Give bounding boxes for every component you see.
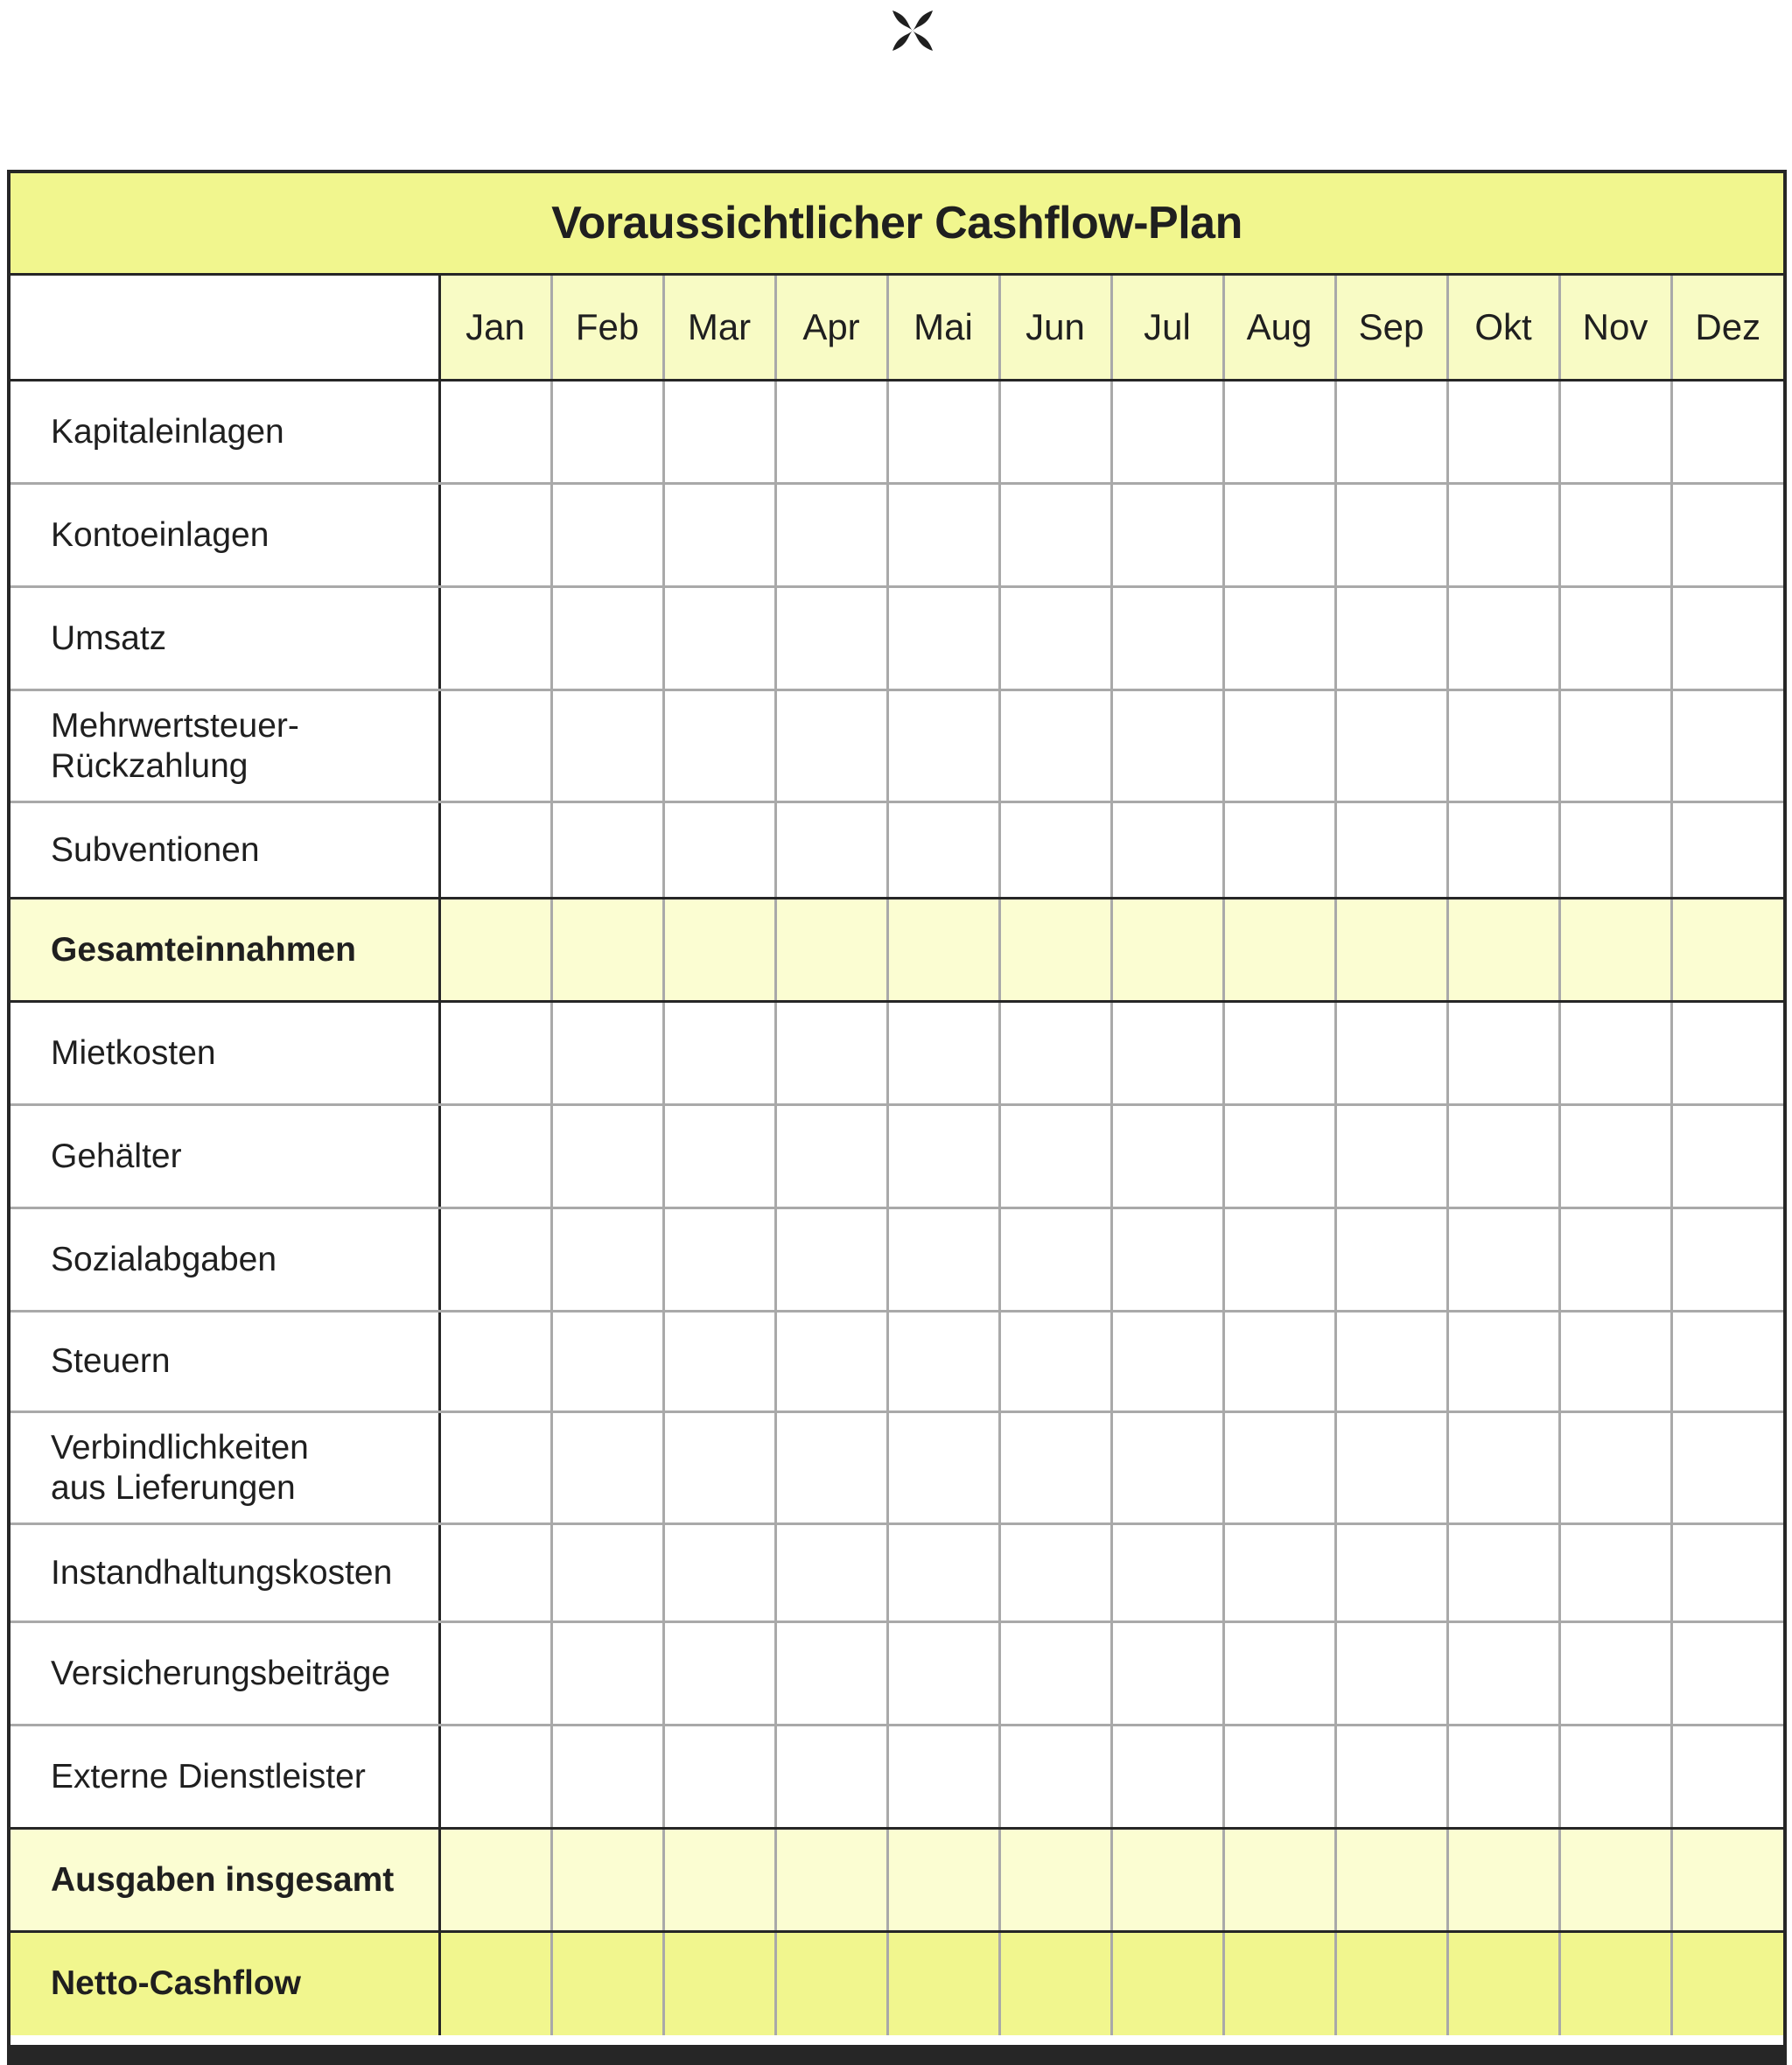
- value-cell[interactable]: [551, 899, 663, 1002]
- value-cell[interactable]: [1447, 1105, 1559, 1208]
- value-cell[interactable]: [1111, 1412, 1223, 1524]
- value-cell[interactable]: [999, 381, 1111, 484]
- value-cell[interactable]: [1335, 484, 1447, 587]
- value-cell[interactable]: [1335, 899, 1447, 1002]
- value-cell[interactable]: [1447, 1412, 1559, 1524]
- value-cell[interactable]: [887, 802, 999, 899]
- table-title: Voraussichtlicher Cashflow-Plan: [10, 173, 1783, 275]
- value-cell[interactable]: [1559, 1726, 1671, 1829]
- value-cell[interactable]: [1671, 1932, 1783, 2035]
- value-cell[interactable]: [1447, 899, 1559, 1002]
- value-cell[interactable]: [663, 1002, 775, 1105]
- value-cell[interactable]: [551, 1524, 663, 1622]
- row-label: Gesamteinnahmen: [10, 899, 439, 1002]
- value-cell[interactable]: [999, 1524, 1111, 1622]
- table-row: [10, 1412, 1783, 1524]
- value-cell[interactable]: [775, 690, 887, 802]
- value-cell[interactable]: [439, 1412, 551, 1524]
- value-cell[interactable]: [1671, 484, 1783, 587]
- value-cell[interactable]: [1559, 1208, 1671, 1312]
- table-row: [10, 1932, 1783, 2035]
- value-cell[interactable]: [439, 381, 551, 484]
- value-cell[interactable]: [1447, 1829, 1559, 1932]
- value-cell[interactable]: [775, 484, 887, 587]
- row-label: Versicherungsbeiträge: [10, 1622, 439, 1726]
- value-cell[interactable]: [1111, 484, 1223, 587]
- value-cell[interactable]: [1671, 1105, 1783, 1208]
- value-cell[interactable]: [551, 1726, 663, 1829]
- value-cell[interactable]: [1559, 1622, 1671, 1726]
- value-cell[interactable]: [1111, 1105, 1223, 1208]
- value-cell[interactable]: [1447, 587, 1559, 690]
- table-row: [10, 1524, 1783, 1622]
- value-cell[interactable]: [1447, 484, 1559, 587]
- month-header-feb: Feb: [551, 275, 663, 381]
- value-cell[interactable]: [1111, 1002, 1223, 1105]
- value-cell[interactable]: [1111, 802, 1223, 899]
- value-cell[interactable]: [887, 587, 999, 690]
- value-cell[interactable]: [999, 1312, 1111, 1412]
- value-cell[interactable]: [1559, 1002, 1671, 1105]
- value-cell[interactable]: [1335, 1412, 1447, 1524]
- value-cell[interactable]: [439, 802, 551, 899]
- row-label: Netto-Cashflow: [10, 1932, 439, 2035]
- month-header-okt: Okt: [1447, 275, 1559, 381]
- value-cell[interactable]: [1447, 1524, 1559, 1622]
- value-cell[interactable]: [1223, 1726, 1335, 1829]
- value-cell[interactable]: [1447, 1208, 1559, 1312]
- table-row: [10, 1208, 1783, 1312]
- value-cell[interactable]: [1559, 1932, 1671, 2035]
- value-cell[interactable]: [1671, 1726, 1783, 1829]
- value-cell[interactable]: [439, 1208, 551, 1312]
- row-label: Gehälter: [10, 1105, 439, 1208]
- value-cell[interactable]: [1111, 1208, 1223, 1312]
- value-cell[interactable]: [1223, 1524, 1335, 1622]
- value-cell[interactable]: [999, 1208, 1111, 1312]
- value-cell[interactable]: [1671, 1208, 1783, 1312]
- value-cell[interactable]: [1223, 899, 1335, 1002]
- value-cell[interactable]: [1223, 1622, 1335, 1726]
- table-row: [10, 1105, 1783, 1208]
- value-cell[interactable]: [887, 1622, 999, 1726]
- value-cell[interactable]: [439, 1524, 551, 1622]
- value-cell[interactable]: [551, 1412, 663, 1524]
- value-cell[interactable]: [439, 1002, 551, 1105]
- value-cell[interactable]: [439, 1829, 551, 1932]
- value-cell[interactable]: [1559, 1829, 1671, 1932]
- value-cell[interactable]: [1111, 587, 1223, 690]
- value-cell[interactable]: [551, 1829, 663, 1932]
- value-cell[interactable]: [439, 690, 551, 802]
- row-label: Verbindlichkeiten aus Lieferungen: [10, 1412, 439, 1524]
- value-cell[interactable]: [439, 899, 551, 1002]
- value-cell[interactable]: [551, 381, 663, 484]
- value-cell[interactable]: [775, 1208, 887, 1312]
- value-cell[interactable]: [1559, 899, 1671, 1002]
- value-cell[interactable]: [663, 899, 775, 1002]
- value-cell[interactable]: [1671, 1829, 1783, 1932]
- value-cell[interactable]: [1559, 1105, 1671, 1208]
- value-cell[interactable]: [1223, 690, 1335, 802]
- value-cell[interactable]: [1335, 1002, 1447, 1105]
- month-header-mai: Mai: [887, 275, 999, 381]
- value-cell[interactable]: [663, 1524, 775, 1622]
- value-cell[interactable]: [1223, 587, 1335, 690]
- value-cell[interactable]: [1559, 381, 1671, 484]
- value-cell[interactable]: [999, 1932, 1111, 2035]
- row-label: Mehrwertsteuer- Rückzahlung: [10, 690, 439, 802]
- value-cell[interactable]: [775, 802, 887, 899]
- value-cell[interactable]: [775, 587, 887, 690]
- table-row: [10, 587, 1783, 690]
- value-cell[interactable]: [1335, 1105, 1447, 1208]
- value-cell[interactable]: [775, 1726, 887, 1829]
- value-cell[interactable]: [1335, 802, 1447, 899]
- value-cell[interactable]: [1335, 1524, 1447, 1622]
- value-cell[interactable]: [439, 1312, 551, 1412]
- value-cell[interactable]: [775, 1524, 887, 1622]
- value-cell[interactable]: [775, 1002, 887, 1105]
- row-label: Kontoeinlagen: [10, 484, 439, 587]
- month-header-aug: Aug: [1223, 275, 1335, 381]
- value-cell[interactable]: [887, 1105, 999, 1208]
- value-cell[interactable]: [1111, 1726, 1223, 1829]
- cashflow-table: [10, 173, 1783, 2035]
- value-cell[interactable]: [999, 1105, 1111, 1208]
- value-cell[interactable]: [439, 484, 551, 587]
- row-label: Umsatz: [10, 587, 439, 690]
- value-cell[interactable]: [1335, 381, 1447, 484]
- value-cell[interactable]: [1559, 802, 1671, 899]
- table-row: [10, 1726, 1783, 1829]
- value-cell[interactable]: [1447, 690, 1559, 802]
- month-header-apr: Apr: [775, 275, 887, 381]
- month-header-nov: Nov: [1559, 275, 1671, 381]
- value-cell[interactable]: [1223, 1208, 1335, 1312]
- value-cell[interactable]: [663, 690, 775, 802]
- value-cell[interactable]: [1111, 1524, 1223, 1622]
- value-cell[interactable]: [775, 1105, 887, 1208]
- value-cell[interactable]: [551, 802, 663, 899]
- value-cell[interactable]: [1671, 1312, 1783, 1412]
- value-cell[interactable]: [887, 484, 999, 587]
- value-cell[interactable]: [887, 1726, 999, 1829]
- value-cell[interactable]: [999, 1829, 1111, 1932]
- table-row: [10, 690, 1783, 802]
- value-cell[interactable]: [663, 802, 775, 899]
- value-cell[interactable]: [1111, 690, 1223, 802]
- brand-logo-icon: [889, 7, 936, 54]
- table-row: [10, 381, 1783, 484]
- value-cell[interactable]: [775, 1312, 887, 1412]
- value-cell[interactable]: [1671, 1622, 1783, 1726]
- value-cell[interactable]: [439, 1622, 551, 1726]
- title-row: [10, 173, 1783, 275]
- value-cell[interactable]: [1223, 1002, 1335, 1105]
- value-cell[interactable]: [1111, 1932, 1223, 2035]
- value-cell[interactable]: [775, 1412, 887, 1524]
- value-cell[interactable]: [999, 899, 1111, 1002]
- value-cell[interactable]: [1671, 802, 1783, 899]
- value-cell[interactable]: [1335, 1622, 1447, 1726]
- value-cell[interactable]: [1447, 1002, 1559, 1105]
- value-cell[interactable]: [1447, 1312, 1559, 1412]
- value-cell[interactable]: [775, 1829, 887, 1932]
- corner-cell: [10, 275, 439, 381]
- value-cell[interactable]: [1447, 802, 1559, 899]
- value-cell[interactable]: [1223, 802, 1335, 899]
- value-cell[interactable]: [887, 1412, 999, 1524]
- value-cell[interactable]: [1223, 381, 1335, 484]
- value-cell[interactable]: [1335, 1726, 1447, 1829]
- value-cell[interactable]: [887, 1829, 999, 1932]
- value-cell[interactable]: [887, 1932, 999, 2035]
- value-cell[interactable]: [551, 1622, 663, 1726]
- value-cell[interactable]: [551, 1312, 663, 1412]
- value-cell[interactable]: [775, 381, 887, 484]
- value-cell[interactable]: [551, 484, 663, 587]
- value-cell[interactable]: [1447, 1726, 1559, 1829]
- value-cell[interactable]: [887, 1208, 999, 1312]
- value-cell[interactable]: [1223, 1412, 1335, 1524]
- table-row: [10, 802, 1783, 899]
- value-cell[interactable]: [1111, 899, 1223, 1002]
- row-label: Ausgaben insgesamt: [10, 1829, 439, 1932]
- value-cell[interactable]: [1223, 1105, 1335, 1208]
- value-cell[interactable]: [1223, 1932, 1335, 2035]
- value-cell[interactable]: [999, 690, 1111, 802]
- month-header-row: [10, 275, 1783, 381]
- value-cell[interactable]: [663, 1932, 775, 2035]
- value-cell[interactable]: [1223, 484, 1335, 587]
- value-cell[interactable]: [1671, 899, 1783, 1002]
- value-cell[interactable]: [1559, 484, 1671, 587]
- value-cell[interactable]: [551, 1002, 663, 1105]
- value-cell[interactable]: [439, 1726, 551, 1829]
- value-cell[interactable]: [999, 484, 1111, 587]
- value-cell[interactable]: [551, 1105, 663, 1208]
- value-cell[interactable]: [663, 1622, 775, 1726]
- table-row: [10, 484, 1783, 587]
- value-cell[interactable]: [1671, 1412, 1783, 1524]
- value-cell[interactable]: [775, 1932, 887, 2035]
- value-cell[interactable]: [1111, 1312, 1223, 1412]
- value-cell[interactable]: [663, 1726, 775, 1829]
- value-cell[interactable]: [1671, 381, 1783, 484]
- value-cell[interactable]: [1335, 1932, 1447, 2035]
- value-cell[interactable]: [887, 1524, 999, 1622]
- value-cell[interactable]: [1559, 1412, 1671, 1524]
- value-cell[interactable]: [1559, 1312, 1671, 1412]
- value-cell[interactable]: [775, 899, 887, 1002]
- month-header-jul: Jul: [1111, 275, 1223, 381]
- value-cell[interactable]: [1559, 1524, 1671, 1622]
- value-cell[interactable]: [999, 1726, 1111, 1829]
- value-cell[interactable]: [663, 1105, 775, 1208]
- value-cell[interactable]: [439, 587, 551, 690]
- value-cell[interactable]: [1335, 1208, 1447, 1312]
- value-cell[interactable]: [1335, 690, 1447, 802]
- value-cell[interactable]: [439, 1932, 551, 2035]
- row-label: Instandhaltungskosten: [10, 1524, 439, 1622]
- value-cell[interactable]: [1447, 381, 1559, 484]
- value-cell[interactable]: [775, 1622, 887, 1726]
- value-cell[interactable]: [887, 899, 999, 1002]
- value-cell[interactable]: [1671, 587, 1783, 690]
- value-cell[interactable]: [887, 381, 999, 484]
- value-cell[interactable]: [663, 1829, 775, 1932]
- value-cell[interactable]: [663, 1412, 775, 1524]
- value-cell[interactable]: [1335, 1312, 1447, 1412]
- value-cell[interactable]: [663, 381, 775, 484]
- month-header-sep: Sep: [1335, 275, 1447, 381]
- value-cell[interactable]: [999, 1412, 1111, 1524]
- value-cell[interactable]: [663, 484, 775, 587]
- month-header-jan: Jan: [439, 275, 551, 381]
- table-row: [10, 899, 1783, 1002]
- row-label: Sozialabgaben: [10, 1208, 439, 1312]
- row-label: Steuern: [10, 1312, 439, 1412]
- month-header-mar: Mar: [663, 275, 775, 381]
- value-cell[interactable]: [663, 1312, 775, 1412]
- value-cell[interactable]: [1559, 587, 1671, 690]
- value-cell[interactable]: [663, 1208, 775, 1312]
- month-header-dez: Dez: [1671, 275, 1783, 381]
- value-cell[interactable]: [439, 1105, 551, 1208]
- value-cell[interactable]: [663, 587, 775, 690]
- value-cell[interactable]: [887, 690, 999, 802]
- month-header-jun: Jun: [999, 275, 1111, 381]
- value-cell[interactable]: [1335, 587, 1447, 690]
- value-cell[interactable]: [999, 802, 1111, 899]
- row-label: Externe Dienstleister: [10, 1726, 439, 1829]
- value-cell[interactable]: [1335, 1829, 1447, 1932]
- row-label: Subventionen: [10, 802, 439, 899]
- value-cell[interactable]: [551, 587, 663, 690]
- table-row: [10, 1829, 1783, 1932]
- value-cell[interactable]: [887, 1002, 999, 1105]
- row-label: Kapitaleinlagen: [10, 381, 439, 484]
- table-row: [10, 1002, 1783, 1105]
- table-row: [10, 1622, 1783, 1726]
- value-cell[interactable]: [887, 1312, 999, 1412]
- value-cell[interactable]: [1559, 690, 1671, 802]
- row-label: Mietkosten: [10, 1002, 439, 1105]
- value-cell[interactable]: [1223, 1312, 1335, 1412]
- value-cell[interactable]: [551, 1208, 663, 1312]
- value-cell[interactable]: [1111, 1829, 1223, 1932]
- value-cell[interactable]: [999, 587, 1111, 690]
- value-cell[interactable]: [1111, 381, 1223, 484]
- value-cell[interactable]: [551, 690, 663, 802]
- cashflow-sheet: [7, 170, 1787, 2048]
- value-cell[interactable]: [1671, 690, 1783, 802]
- value-cell[interactable]: [551, 1932, 663, 2035]
- value-cell[interactable]: [1671, 1524, 1783, 1622]
- value-cell[interactable]: [1111, 1622, 1223, 1726]
- value-cell[interactable]: [1671, 1002, 1783, 1105]
- table-row: [10, 1312, 1783, 1412]
- value-cell[interactable]: [999, 1002, 1111, 1105]
- value-cell[interactable]: [999, 1622, 1111, 1726]
- value-cell[interactable]: [1223, 1829, 1335, 1932]
- value-cell[interactable]: [1447, 1932, 1559, 2035]
- value-cell[interactable]: [1447, 1622, 1559, 1726]
